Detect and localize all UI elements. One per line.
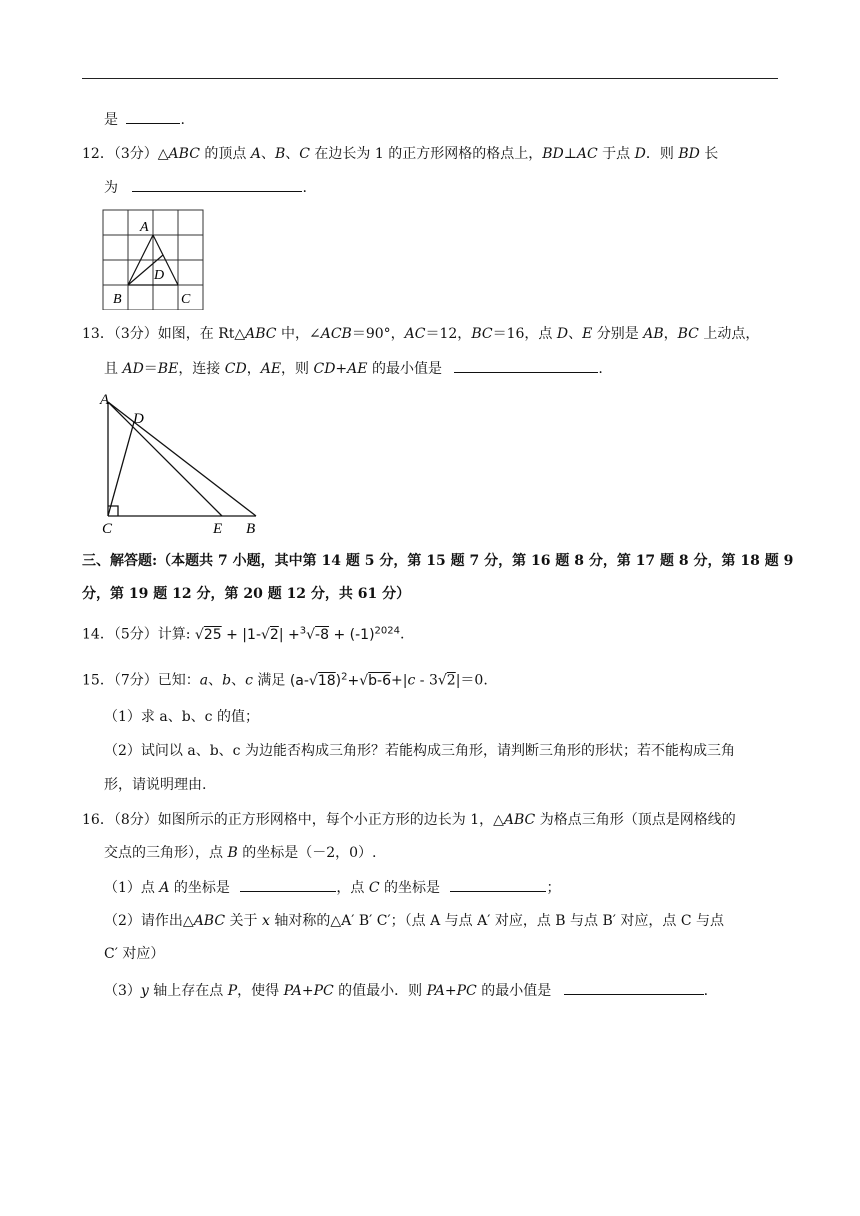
q13-label-b: B (246, 521, 256, 536)
q13-sum: CD+AE (313, 361, 368, 377)
q16-p1-a: A (159, 880, 170, 896)
q12-line1 (82, 144, 718, 164)
q15-expression: $(a-√18)^2+√b-6$ (289, 671, 392, 689)
q12-d: D (634, 146, 646, 162)
q15-a: a (199, 672, 209, 689)
q16-line2 (104, 843, 376, 863)
q13-t13: ，则 (281, 361, 314, 377)
q12-ac: AC (576, 146, 598, 162)
q16-p2-mid: 关于 (225, 913, 262, 929)
q13-be: BE (157, 361, 179, 377)
q13-ac: AC (404, 326, 426, 342)
q16-p2-abc: ABC (193, 913, 226, 929)
q13-line1 (82, 324, 759, 344)
q12-t2: 在边长为 1 的正方形网格的格点上， (309, 146, 543, 162)
q12-c: C (299, 146, 310, 162)
q14-end: . (400, 626, 405, 643)
q13-cd: CD (224, 361, 247, 377)
q15-s1: 、 (208, 672, 223, 689)
q16-b: B (227, 845, 238, 861)
q13-t1: 如图，在 Rt△ (157, 326, 246, 342)
q16-abc: ABC (503, 812, 536, 828)
q15-part1: （1）求 a、b、c 的值； (104, 709, 259, 725)
q13-t5: ＝16，点 (492, 326, 557, 342)
q16-p3-mid3: 的值最小．则 (333, 983, 427, 999)
q12-label-c: C (181, 292, 191, 307)
q16-p3-post: 的最小值是 (476, 983, 552, 999)
q13-end: . (598, 361, 603, 377)
q15-number: 15． (82, 672, 114, 689)
q12-t4: ．则 (645, 146, 679, 162)
q13-label-c: C (102, 521, 113, 536)
q14-p3: + (333, 626, 346, 643)
q15-t1r: 18 (317, 672, 336, 689)
q12-answer-blank[interactable] (132, 177, 302, 192)
q13-ae: AE (260, 361, 282, 377)
q16-part1 (104, 877, 560, 898)
q16-p1-end: ； (546, 880, 561, 896)
q15-part2-cont: 形，请说明理由. (104, 777, 207, 793)
q12-end: . (302, 180, 307, 196)
q13-t6: 、 (568, 326, 583, 342)
q16-p1-mid: 的坐标是 (169, 880, 230, 896)
q13-score: （3分） (113, 326, 158, 342)
q13-ad: AD (122, 361, 144, 377)
q16-t1: 如图所示的正方形网格中，每个小正方形的边长为 1，△ (157, 812, 504, 828)
q12-sep2: 、 (285, 146, 300, 162)
section3-heading-line1: 三、解答题:（本题共 7 小题，其中第 14 题 5 分，第 15 题 7 分，第 16 题 8 分，第 17 题 8 分，第 18 题 9 (82, 553, 794, 569)
q16-p3-y: y (140, 983, 149, 999)
q13-d: D (556, 326, 569, 342)
q12-number: 12． (82, 146, 114, 162)
q15-line: 15．（7分）已知：a、b、c 满足 $(a-√18)^2+√b-6+|c - 3√2|=0$. (82, 671, 488, 689)
q14-score: （5分） (113, 626, 158, 643)
q15-mid: 满足 (252, 672, 286, 689)
q12-t3: 于点 (597, 146, 635, 162)
q16-part2-cont: C′ 对应） (104, 946, 165, 962)
q14-p1: + (226, 626, 238, 643)
q13-e: E (582, 326, 593, 342)
q14-r1: 25 (203, 626, 222, 643)
q16-p2-pre: （2）请作出△ (104, 913, 194, 929)
q14-r2: 2 (269, 626, 279, 643)
q16-p3-pre: （3） (104, 983, 141, 999)
q12-label-b: B (113, 292, 122, 307)
q14-power-exp: 2024 (374, 625, 400, 636)
q16-p3-pa: PA+PC (283, 983, 334, 999)
q16-p3-mid: 轴上存在点 (148, 983, 228, 999)
q15-score: （7分） (113, 672, 158, 689)
q12-a: A (250, 146, 261, 162)
q16-t3: 交点的三角形），点 (104, 845, 228, 861)
q12-label-d: D (154, 268, 165, 283)
q12-label-a: A (140, 220, 149, 235)
q16-t2: 为格点三角形（顶点是网格线的 (535, 812, 736, 828)
q12-abc: ABC (168, 146, 200, 162)
q13-answer-blank[interactable] (454, 358, 598, 373)
q14-power-base: (-1) (349, 626, 375, 643)
q13-number: 13． (82, 326, 114, 342)
q15-c: c (245, 672, 253, 689)
q12-t1: 的顶点 (199, 146, 251, 162)
q12-perp: ⊥ (563, 146, 577, 162)
q14-cube-index: 3 (299, 625, 307, 636)
q11-end: . (180, 112, 185, 128)
q12-bd2: BD (678, 146, 700, 162)
q14-r3: -8 (315, 626, 330, 643)
q13-t7: 分别是 (592, 326, 644, 342)
q13-label-d: D (133, 411, 144, 427)
q16-p3-mid2: ，使得 (237, 983, 284, 999)
q15-plus2: +| (391, 672, 408, 689)
q16-p1-c: C (368, 880, 380, 896)
q15-t1b: ) (335, 672, 342, 689)
q15-t1a: (a- (289, 672, 309, 689)
q13-bc2: BC (677, 326, 699, 342)
q16-p3-p: P (227, 983, 238, 999)
q15-part2: （2）试问以 a、b、c 为边能否构成三角形？若能构成三角形，请判断三角形的形状；若不能构成三角 (104, 743, 735, 759)
q16-p2-post: 轴对称的△A′ B′ C′；（点 A 与点 A′ 对应，点 B 与点 B′ 对应，点 C 与点 (269, 913, 725, 929)
q12-score: （3分） (113, 146, 158, 162)
q15-t1exp: 2 (341, 671, 348, 682)
q16-a-coord-blank[interactable] (240, 877, 336, 892)
q16-score: （8分） (113, 812, 158, 828)
q13-line2 (104, 358, 603, 379)
q13-bc: BC (471, 326, 493, 342)
q12-grid-figure (98, 206, 210, 310)
q16-t4: 的坐标是（－2，0）. (237, 845, 377, 861)
q13-figure-lines (108, 402, 256, 516)
q12-tri: △ (157, 146, 169, 162)
q12-line2 (104, 177, 307, 198)
q13-label-a: A (100, 392, 110, 408)
q11-tail (104, 109, 185, 130)
q16-part2 (104, 911, 724, 931)
q13-t9: 上动点， (698, 326, 760, 342)
q12-bd: BD (542, 146, 564, 162)
q13-label-e: E (213, 521, 223, 536)
q13-triangle-figure (96, 390, 272, 536)
q14-number: 14． (82, 626, 114, 643)
q13-t2: 中，∠ (276, 326, 321, 342)
q13-abc: ABC (245, 326, 277, 342)
q15-c2: c (407, 672, 416, 689)
q13-t10: 且 (104, 361, 123, 377)
q11-tail-text: 是 (104, 112, 118, 128)
section3-heading-line2: 分，第 19 题 12 分，第 20 题 12 分，共 61 分） (82, 586, 411, 602)
q13-ab: AB (643, 326, 664, 342)
q13-t12: ， (246, 361, 261, 377)
q12-sep1: 、 (260, 146, 275, 162)
q16-p3-pa2: PA+PC (426, 983, 477, 999)
q15-s2: 、 (231, 672, 246, 689)
q13-acb: ACB (320, 326, 352, 342)
q14-line (82, 621, 404, 645)
q15-t3: - 3 (415, 672, 438, 689)
q13-eq: ＝ (143, 361, 158, 377)
q13-t3: ＝90°， (351, 326, 405, 342)
q15-t3r: 2 (446, 672, 456, 689)
q16-min-value-blank[interactable] (564, 980, 704, 995)
q15-b: b (222, 672, 232, 689)
q16-p1-mid3: 的坐标是 (379, 880, 441, 896)
q13-t4: ＝12， (425, 326, 472, 342)
q14-expression: $√25 + |1-√2| +^3√-8 + (-1)^{2024}$ (194, 625, 400, 643)
q15-t3b: |＝0. (455, 672, 488, 689)
q16-c-coord-blank[interactable] (450, 877, 546, 892)
q14-label: 计算: (157, 626, 191, 643)
q16-p2-x: x (261, 913, 270, 929)
q13-t8: ， (663, 326, 678, 342)
q16-number: 16． (82, 812, 114, 828)
q13-t11: ，连接 (178, 361, 225, 377)
q16-p3-end: . (703, 983, 709, 999)
q13-t14: 的最小值是 (367, 361, 442, 377)
header-rule (82, 78, 778, 79)
q14-p2: + (288, 626, 300, 643)
q14-abs-in: 1- (247, 626, 261, 643)
q16-p1-mid2: ，点 (336, 880, 369, 896)
q16-part3 (104, 980, 708, 1001)
q11-answer-blank[interactable] (126, 109, 180, 124)
q16-line1 (82, 810, 736, 830)
q15-pre: 已知： (157, 672, 200, 689)
q16-p1-pre: （1）点 (104, 880, 160, 896)
q12-wei: 为 (104, 180, 118, 196)
q12-t5: 长 (699, 146, 719, 162)
q15-t2r: b-6 (368, 672, 392, 689)
q12-b: B (274, 146, 286, 162)
q15-plus: + (347, 672, 360, 689)
